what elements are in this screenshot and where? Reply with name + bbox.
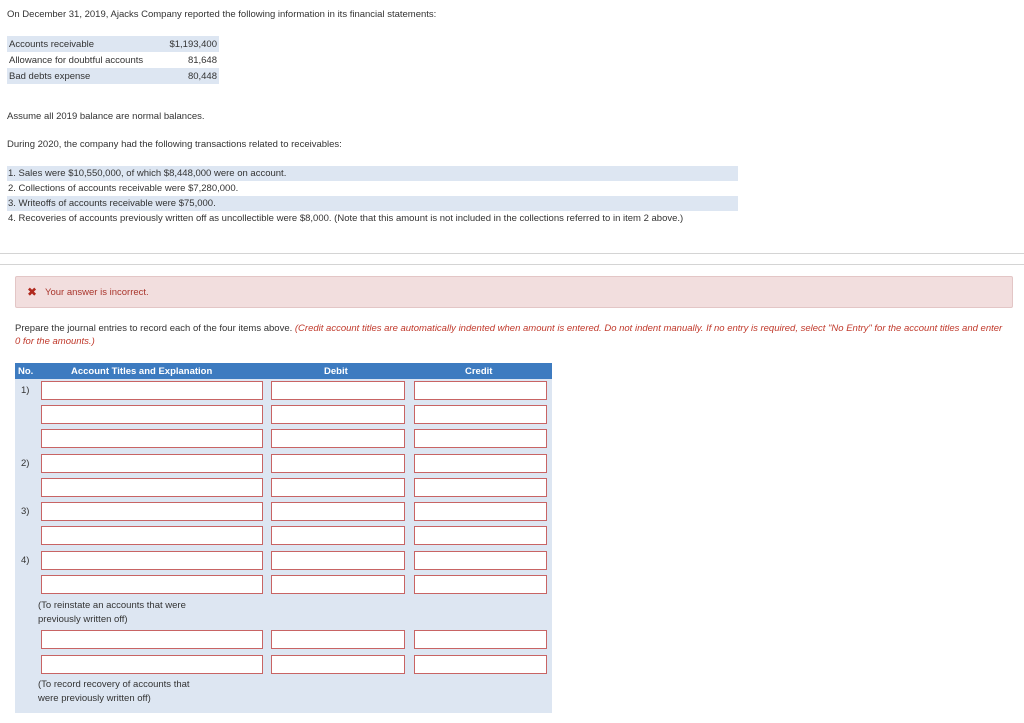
debit-input[interactable] (271, 551, 405, 570)
credit-input[interactable] (414, 429, 547, 448)
journal-entry-table (15, 363, 552, 713)
header-debit: Debit (324, 366, 348, 377)
account-title-input[interactable] (41, 526, 263, 545)
table-row (7, 68, 219, 84)
table-row (7, 52, 219, 68)
credit-input[interactable] (414, 575, 547, 594)
table-header (15, 363, 552, 379)
debit-input[interactable] (271, 502, 405, 521)
entry-explanation: (To reinstate an accounts that were previously written off) (38, 600, 186, 625)
credit-input[interactable] (414, 655, 547, 674)
entry-number: 1) (21, 385, 30, 396)
divider (0, 264, 1024, 265)
account-title-input[interactable] (41, 502, 263, 521)
instructions-text: Prepare the journal entries to record each of the four items above. (15, 323, 293, 334)
header-credit: Credit (465, 366, 493, 377)
list-item: 1. Sales were $10,550,000, of which $8,448,000 were on account. (7, 166, 738, 181)
entry-number: 2) (21, 458, 30, 469)
balance-value: $1,193,400 (163, 36, 219, 52)
x-icon: ✖ (27, 285, 38, 299)
intro-text: On December 31, 2019, Ajacks Company reported the following information in its financial statements: (7, 9, 437, 20)
account-title-input[interactable] (41, 551, 263, 570)
list-item: 2. Collections of accounts receivable were $7,280,000. (7, 181, 738, 196)
header-account: Account Titles and Explanation (71, 366, 213, 377)
debit-input[interactable] (271, 630, 405, 649)
transactions-list (7, 166, 738, 226)
entry-explanation: (To record recovery of accounts that were previously written off) (38, 679, 190, 704)
credit-input[interactable] (414, 405, 547, 424)
debit-input[interactable] (271, 575, 405, 594)
list-item: 3. Writeoffs of accounts receivable were $75,000. (7, 196, 738, 211)
balances-table (7, 36, 219, 84)
account-title-input[interactable] (41, 381, 263, 400)
list-item: 4. Recoveries of accounts previously written off as uncollectible were $8,000. (Note that this amount is not included in the collections referred to in item 2 above.) (7, 211, 738, 226)
account-title-input[interactable] (41, 575, 263, 594)
credit-input[interactable] (414, 454, 547, 473)
instructions (15, 322, 1010, 348)
debit-input[interactable] (271, 429, 405, 448)
balance-value: 80,448 (163, 68, 219, 84)
account-title-input[interactable] (41, 429, 263, 448)
credit-input[interactable] (414, 381, 547, 400)
credit-input[interactable] (414, 630, 547, 649)
balance-label: Allowance for doubtful accounts (7, 52, 163, 68)
debit-input[interactable] (271, 478, 405, 497)
account-title-input[interactable] (41, 655, 263, 674)
account-title-input[interactable] (41, 630, 263, 649)
account-title-input[interactable] (41, 454, 263, 473)
debit-input[interactable] (271, 405, 405, 424)
table-body (15, 379, 552, 713)
debit-input[interactable] (271, 454, 405, 473)
divider (0, 253, 1024, 254)
header-no: No. (18, 366, 34, 377)
debit-input[interactable] (271, 655, 405, 674)
credit-input[interactable] (414, 551, 547, 570)
balance-label: Accounts receivable (7, 36, 163, 52)
credit-input[interactable] (414, 478, 547, 497)
table-row (7, 36, 219, 52)
balance-value: 81,648 (163, 52, 219, 68)
entry-number: 4) (21, 555, 30, 566)
instructions-note: (Credit account titles are automatically indented when amount is entered. Do not indent manually. If no entry is required, select "No Entry" for the account titles and enter 0 for the amounts.) (15, 323, 1003, 347)
alert-message: Your answer is incorrect. (45, 287, 149, 298)
debit-input[interactable] (271, 381, 405, 400)
account-title-input[interactable] (41, 478, 263, 497)
account-title-input[interactable] (41, 405, 263, 424)
assumption-text: Assume all 2019 balance are normal balances. (7, 111, 205, 122)
entry-number: 3) (21, 506, 30, 517)
credit-input[interactable] (414, 502, 547, 521)
credit-input[interactable] (414, 526, 547, 545)
balance-label: Bad debts expense (7, 68, 163, 84)
incorrect-answer-alert (15, 276, 1013, 308)
during-text: During 2020, the company had the following transactions related to receivables: (7, 139, 342, 150)
debit-input[interactable] (271, 526, 405, 545)
